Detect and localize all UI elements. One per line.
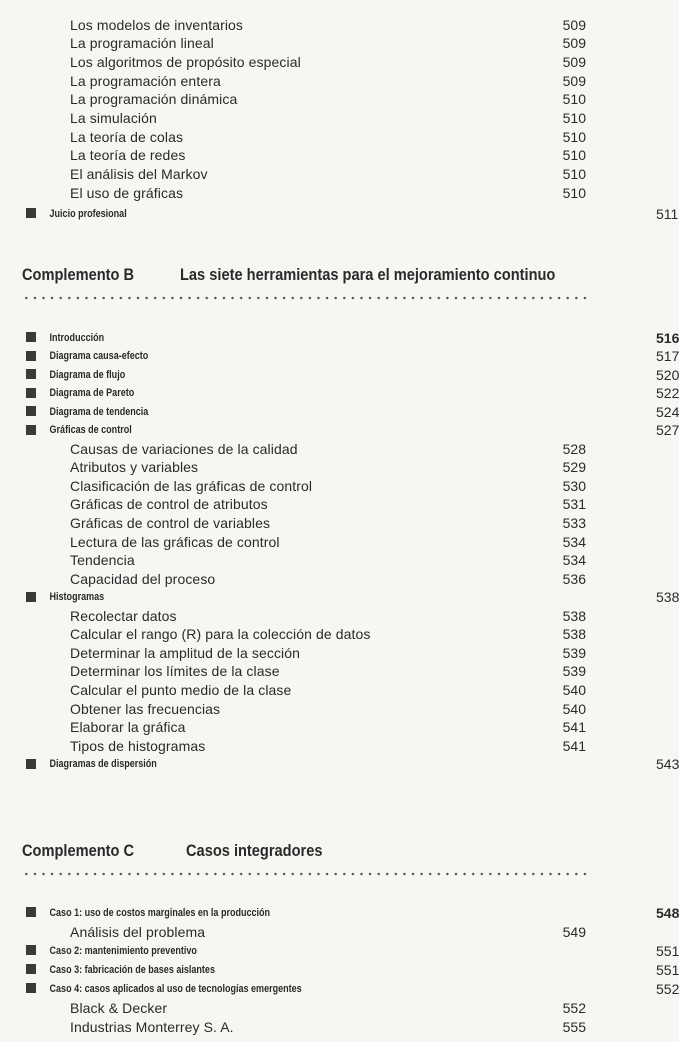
entry-title: Black & Decker <box>70 999 168 1016</box>
toc-main-entry <box>20 588 679 607</box>
page-number: 538 <box>562 626 586 643</box>
toc-sub-entry <box>20 146 586 165</box>
toc-sub-entry <box>20 662 586 681</box>
page-number: 552 <box>656 980 679 997</box>
page-number: 511 <box>656 205 679 222</box>
page-number: 510 <box>562 110 586 126</box>
entry-title: Diagramas de dispersión <box>49 758 157 771</box>
toc-main-entry <box>20 903 679 922</box>
toc-sub-entry <box>20 165 586 184</box>
toc-sub-entry <box>20 606 586 625</box>
entry-title: El análisis del Markov <box>70 166 208 183</box>
toc-sub-entry <box>20 52 586 71</box>
page-number: 509 <box>562 16 586 33</box>
dotted-rule <box>22 872 588 876</box>
toc-sub-entry <box>20 532 586 551</box>
toc-sub-entry <box>20 551 586 570</box>
page-number: 541 <box>562 737 586 754</box>
toc-sub-entry <box>20 109 586 128</box>
entry-title: Diagrama causa-efecto <box>49 350 149 363</box>
entry-title: La programación lineal <box>70 35 214 52</box>
page-number: 540 <box>562 700 586 717</box>
complement-title: Las siete herramientas para el mejoramiento continuo <box>180 265 556 284</box>
page-number: 520 <box>656 366 679 383</box>
entry-title: Tipos de histogramas <box>70 737 206 754</box>
toc-sub-entry <box>20 1017 586 1036</box>
toc-sub-entry <box>20 625 586 644</box>
page-number: 528 <box>562 440 586 457</box>
toc-sub-entry <box>20 90 586 109</box>
toc-sub-entry <box>20 718 586 737</box>
toc-sub-entry <box>20 458 586 477</box>
page-number: 549 <box>562 923 586 940</box>
toc-sub-entry <box>20 699 586 718</box>
page-number: 534 <box>562 552 586 569</box>
page-number: 540 <box>562 681 586 698</box>
toc-sub-entry <box>20 476 586 495</box>
page-number: 530 <box>562 477 586 494</box>
entry-title: La simulación <box>70 110 157 126</box>
toc-main-entry <box>20 941 679 960</box>
toc-main-entry <box>20 384 679 403</box>
toc-main-entry <box>20 979 679 998</box>
toc-main-entry <box>20 347 679 366</box>
page-number: 548 <box>656 904 679 921</box>
page-number: 522 <box>656 385 679 402</box>
toc-sub-entry <box>20 34 586 53</box>
entry-title: Industrias Monterrey S. A. <box>70 1018 234 1035</box>
entry-title: Lectura de las gráficas de control <box>70 533 280 550</box>
complement-title: Casos integradores <box>186 841 323 860</box>
toc-main-entry <box>20 365 679 384</box>
page-number: 524 <box>656 403 679 420</box>
entry-title: Gráficas de control de atributos <box>70 496 268 513</box>
entry-title: La teoría de colas <box>70 128 184 145</box>
toc-sub-entry <box>20 514 586 533</box>
page-number: 552 <box>562 999 586 1016</box>
toc-main-entry <box>20 421 679 440</box>
page-number: 551 <box>656 942 679 959</box>
page-number: 517 <box>656 348 679 365</box>
page-number: 538 <box>562 607 586 624</box>
toc-sub-entry <box>20 495 586 514</box>
entry-title: Causas de variaciones de la calidad <box>70 440 298 457</box>
entry-title: La teoría de redes <box>70 147 186 164</box>
page-number: 510 <box>562 91 586 108</box>
entry-title: Clasificación de las gráficas de control <box>70 477 313 494</box>
entry-title: Juicio profesional <box>49 207 127 220</box>
page-number: 541 <box>562 719 586 736</box>
entry-title: Caso 1: uso de costos marginales en la producción <box>49 906 271 919</box>
page-number: 539 <box>562 663 586 680</box>
dotted-rule <box>22 296 588 300</box>
page-number: 555 <box>562 1018 586 1035</box>
page-number: 510 <box>562 166 586 183</box>
complement-label: Complemento B <box>22 265 135 284</box>
page-number: 510 <box>562 184 586 201</box>
entry-title: Análisis del problema <box>70 923 206 940</box>
entry-title: Los algoritmos de propósito especial <box>70 53 301 70</box>
toc-sub-entry <box>20 998 586 1017</box>
page-number: 538 <box>656 589 679 606</box>
page-number: 527 <box>656 422 679 439</box>
complement-heading <box>22 838 588 864</box>
entry-title: Caso 2: mantenimiento preventivo <box>49 944 197 957</box>
entry-title: Diagrama de tendencia <box>49 405 149 418</box>
page-number: 529 <box>562 459 586 476</box>
toc-sub-entry <box>20 680 586 699</box>
toc-main-entry <box>20 204 679 223</box>
entry-title: Atributos y variables <box>70 459 199 476</box>
entry-title: Diagrama de Pareto <box>49 387 135 400</box>
entry-title: Recolectar datos <box>70 607 177 624</box>
entry-title: Caso 3: fabricación de bases aislantes <box>49 963 215 976</box>
toc-sub-entry <box>20 922 586 941</box>
page-number: 539 <box>562 644 586 661</box>
page-number: 551 <box>656 961 679 978</box>
toc-sub-entry <box>20 736 586 755</box>
entry-title: Histogramas <box>49 591 105 604</box>
toc-sub-entry <box>20 643 586 662</box>
toc-main-entry <box>20 328 679 347</box>
entry-title: Gráficas de control de variables <box>70 515 271 531</box>
toc-sub-entry <box>20 183 586 202</box>
page-number: 516 <box>656 329 679 346</box>
page-number: 531 <box>562 496 586 513</box>
toc-main-entry <box>20 755 679 774</box>
page-number: 510 <box>562 147 586 164</box>
page-number: 509 <box>562 35 586 52</box>
entry-title: Diagrama de flujo <box>49 368 126 381</box>
entry-title: Gráficas de control <box>49 424 132 437</box>
entry-title: Elaborar la gráfica <box>70 719 186 736</box>
page-number: 509 <box>562 72 586 89</box>
toc-sub-entry <box>20 439 586 458</box>
toc-main-entry <box>20 960 679 979</box>
page-number: 536 <box>562 570 586 587</box>
entry-title: Calcular el rango (R) para la colección de datos <box>70 626 371 643</box>
page-number: 510 <box>562 128 586 145</box>
page-number: 509 <box>562 53 586 70</box>
entry-title: La programación dinámica <box>70 91 238 108</box>
entry-title: Determinar los límites de la clase <box>70 663 280 680</box>
entry-title: La programación entera <box>70 72 221 89</box>
toc-sub-entry <box>20 127 586 146</box>
toc-sub-entry <box>20 71 586 90</box>
entry-title: Calcular el punto medio de la clase <box>70 681 292 698</box>
entry-title: Caso 4: casos aplicados al uso de tecnologías emergentes <box>49 982 302 995</box>
complement-label: Complemento C <box>22 841 135 860</box>
page-number: 543 <box>656 756 679 773</box>
entry-title: Capacidad del proceso <box>70 570 216 587</box>
entry-title: Obtener las frecuencias <box>70 700 221 717</box>
toc-main-entry <box>20 402 679 421</box>
page-number: 533 <box>562 515 586 531</box>
entry-title: Introducción <box>49 331 105 344</box>
toc-sub-entry <box>20 569 586 588</box>
entry-title: Tendencia <box>70 552 135 569</box>
entry-title: El uso de gráficas <box>70 184 184 201</box>
complement-heading <box>22 262 588 288</box>
page-number: 534 <box>562 533 586 550</box>
entry-title: Determinar la amplitud de la sección <box>70 644 301 661</box>
toc-sub-entry <box>20 15 586 34</box>
entry-title: Los modelos de inventarios <box>70 16 244 33</box>
